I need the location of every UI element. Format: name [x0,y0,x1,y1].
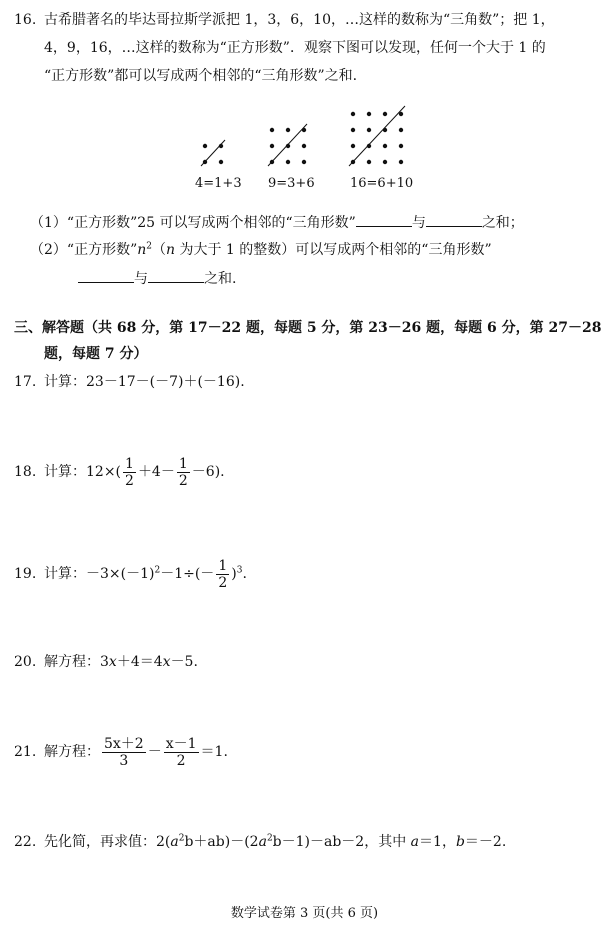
numerator: 1 [125,455,134,472]
square-number-figures [195,100,425,180]
q16-part2-end: 之和. [204,271,237,287]
q16-part2-cont [78,268,236,289]
var-x: x [108,654,117,670]
numerator: x－1 [165,735,197,752]
page-footer: 数学试卷第 3 页(共 6 页) [230,906,379,921]
answer-blank[interactable] [426,212,482,227]
numerator: 5x＋2 [104,735,144,752]
q16-line3: “正方形数”都可以写成两个相邻的“三角形数”之和. [44,68,358,84]
q16-part2-rest: 为大于 1 的整数）可以写成两个相邻的“三角形数” [175,242,492,258]
q22-text: b＋ab)－(2 [184,834,259,850]
answer-blank[interactable] [356,212,412,227]
exponent: 2 [178,833,185,844]
figure-caption-2: 9=3+6 [268,176,315,191]
q22-text: ＝1， [419,834,456,850]
q21-post: ＝1. [200,744,228,760]
dot-grid-4x4 [349,106,405,166]
dot-grid-3x3 [268,124,307,166]
q22-text: 先化简，再求值：2( [44,834,171,850]
q20-mid: ＋4＝4 [116,654,163,670]
q22-text: ＝－2. [464,834,507,850]
q19-pre: 计算：－3×(－1) [44,566,155,582]
figure-caption-1: 4=1+3 [195,176,242,191]
q16-number: 16. [14,12,37,28]
q16-part2-paren: （ [152,242,166,258]
q18-expression [44,452,225,492]
q18-mid: ＋4－ [137,464,175,480]
fraction [216,558,229,591]
q22-expression [44,832,506,852]
denominator: 2 [218,574,228,591]
fraction [164,736,199,769]
var-a: a [410,834,420,850]
q20-number: 20. [14,654,37,670]
q18-number: 18. [14,464,37,480]
figure-caption-3: 16=6+10 [350,176,414,191]
numerator: 1 [178,455,188,472]
q19-post: ) [231,566,237,582]
var-a: a [258,834,267,850]
answer-blank[interactable] [78,268,134,283]
var-a: a [170,834,179,850]
q16-part1-text: （1）“正方形数”25 可以写成两个相邻的“三角形数” [30,215,356,231]
q21-pre: 解方程： [44,744,100,760]
q16-part2-and: 与 [134,271,148,287]
var-n: n [137,242,147,258]
q16-part2 [30,240,492,260]
q21-mid: － [147,744,162,760]
q19-end: . [242,566,247,582]
numerator: 1 [218,557,228,574]
q21-number: 21. [14,744,37,760]
q20-pre: 解方程：3 [44,654,109,670]
exponent: 2 [146,241,152,252]
section3-heading-cont: 题，每题 7 分） [44,346,148,362]
q16-part1-end: 之和； [481,215,524,231]
fraction [123,456,136,489]
q17-text: 计算：23－17－(－7)＋(－16). [44,374,245,390]
q19-expression [44,554,247,594]
exponent: 2 [154,565,161,576]
dot-grid-2x2 [201,140,225,166]
fraction [177,456,190,489]
q19-number: 19. [14,566,37,582]
q18-post: －6). [191,464,225,480]
q22-text: b－1)－ab－2，其中 [272,834,411,850]
answer-blank[interactable] [148,268,204,283]
q16-line1: 古希腊著名的毕达哥拉斯学派把 1，3，6，10，…这样的数称为“三角数”；把 1， [44,12,555,28]
q20-post: －5. [170,654,198,670]
q21-expression [44,732,228,772]
q17-number: 17. [14,374,37,390]
q18-pre: 计算：12×( [44,464,122,480]
q16-part1 [30,212,524,233]
q16-part2-text: （2）“正方形数” [30,242,138,258]
var-n: n [166,242,176,258]
section3-heading: 三、解答题（共 68 分，第 17－22 题，每题 5 分，第 23－26 题，每题 6 分，第 27－28 [14,320,602,336]
q16-line2: 4，9，16，…这样的数称为“正方形数”．观察下图可以发现，任何一个大于 1 的 [44,40,546,56]
q20-expression [44,652,198,672]
q16-part1-and: 与 [411,215,426,231]
q19-mid: －1÷(－ [160,566,215,582]
fraction [102,736,146,769]
var-x: x [162,654,171,670]
denominator: 2 [176,752,186,769]
exponent: 2 [266,833,273,844]
var-b: b [455,834,465,850]
q22-number: 22. [14,834,37,850]
denominator: 3 [119,752,129,769]
denominator: 2 [125,472,134,489]
exponent: 3 [236,565,243,576]
denominator: 2 [178,472,188,489]
